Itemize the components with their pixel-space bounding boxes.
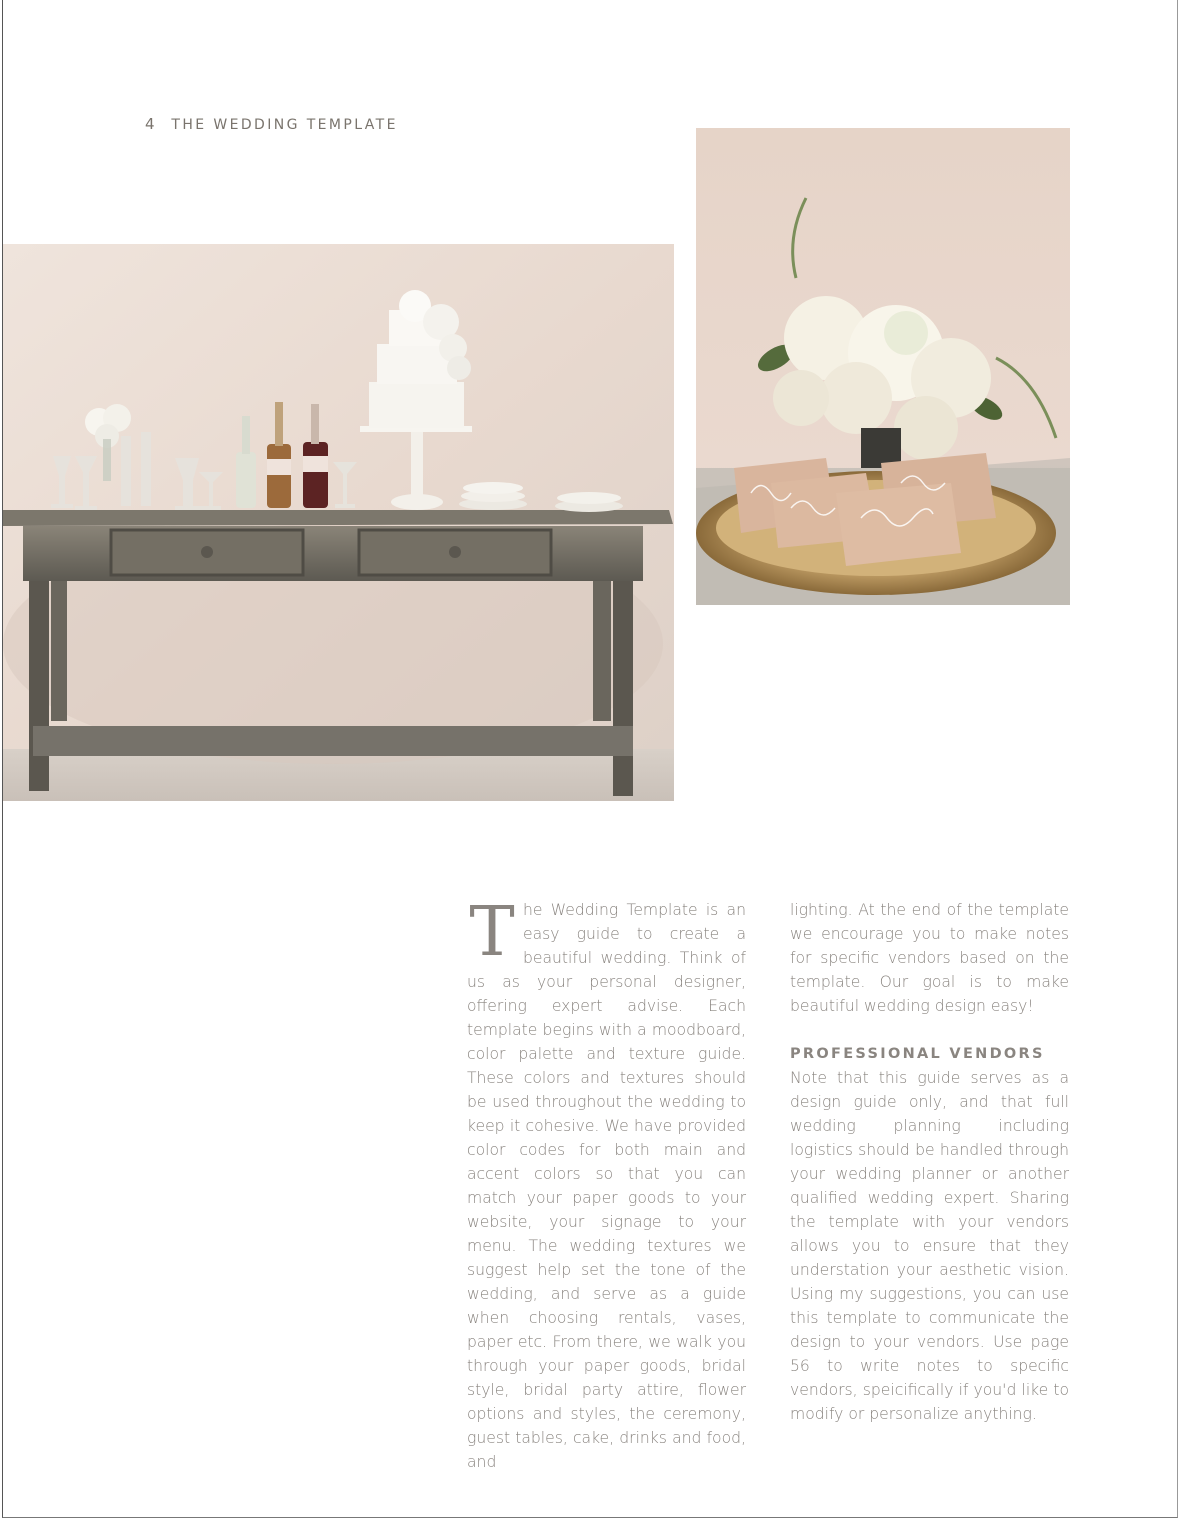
page-title: THE WEDDING TEMPLATE	[171, 117, 398, 133]
drop-cap: T	[469, 893, 515, 972]
page-number: 4	[145, 115, 155, 133]
dessert-table-photo	[3, 244, 674, 801]
intro-paragraph	[467, 893, 746, 1474]
body-column-right	[790, 898, 1069, 1426]
peony-place-cards-illustration	[696, 128, 1070, 605]
peony-place-cards-photo	[696, 128, 1070, 605]
intro-text: he Wedding Template is an easy guide to create a beautiful wedding. Think of us as your personal designer, offering expert advise. Each template begins with a moodboard, color palette and texture guide. These colors and textures should be used throughout the wedding to keep it cohesive. We have provided color codes for both main and accent colors so that you can match your paper goods to your website, your signage to your menu. The wedding textures we suggest help set the tone of the wedding, and serve as a guide when choosing rentals, vases, paper etc. From there, we walk you through your paper goods, bridal style, bridal party attire, flower options and styles, the ceremony, guest tables, cake, drinks and food, and	[467, 901, 746, 1471]
body-column-left	[467, 893, 746, 1474]
dessert-table-illustration	[3, 244, 674, 801]
page-header	[145, 115, 398, 133]
section-subhead: PROFESSIONAL VENDORS	[790, 1046, 1045, 1062]
continued-paragraph: lighting. At the end of the template we encourage you to make notes for specific vendors based on the template. Our goal is to make beautiful wedding design easy!	[790, 901, 1069, 1015]
vendors-paragraph: Note that this guide serves as a design guide only, and that full wedding planning including logistics should be handled through your wedding planner or another qualified wedding expert. Sharing the template with your vendors allows you to ensure that they understation your aesthetic vision. Using my suggestions, you can use this template to communicate the design to your vendors. Use page 56 to write notes to specific vendors, speicifically if you'd like to modify or personalize anything.	[790, 1069, 1069, 1423]
